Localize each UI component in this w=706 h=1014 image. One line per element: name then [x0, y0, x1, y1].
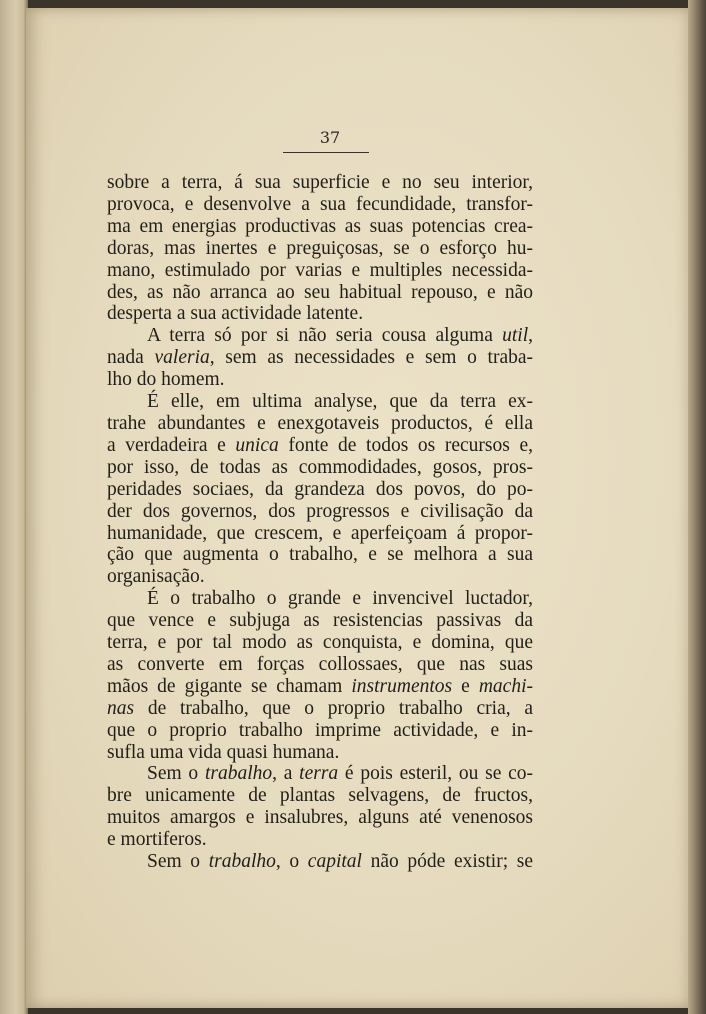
text-line — [107, 610, 533, 632]
text-line — [107, 501, 533, 523]
italic-text: unica — [235, 434, 279, 456]
italic-text: util — [502, 325, 529, 347]
page-number: 37 — [319, 128, 341, 147]
text-run: A terra só por si não seria cousa alguma — [147, 325, 503, 347]
text-run: , — [528, 325, 533, 347]
text-run: organisação. — [107, 566, 205, 588]
text-line — [107, 369, 533, 391]
text-line — [107, 544, 533, 566]
text-run: e mortiferos. — [107, 829, 207, 851]
text-run: humanidade, que crescem, e aperfeiçoam á propor- — [107, 522, 533, 544]
text-run: sobre a terra, á sua superficie e no seu interior, — [107, 172, 533, 193]
italic-text: nas — [107, 697, 135, 719]
text-run: fonte de todos os recursos e, — [278, 434, 533, 456]
text-run: que vence e subjuga as resistencias passivas da — [107, 610, 533, 632]
text-run: doras, mas inertes e preguiçosas, se o esforço hu- — [107, 237, 533, 259]
text-run: a verdadeira e — [107, 434, 236, 456]
text-line — [107, 785, 533, 807]
text-line — [107, 347, 533, 369]
text-line — [107, 523, 533, 545]
italic-text: valeria — [154, 347, 210, 369]
text-line — [107, 588, 533, 610]
text-run: trahe abundantes e enexgotaveis productos, é ella — [107, 412, 533, 434]
text-line — [107, 698, 533, 720]
text-run: É elle, em ultima analyse, que da terra ex- — [147, 391, 533, 413]
text-line — [107, 566, 533, 588]
text-line — [107, 391, 533, 413]
text-line — [107, 325, 533, 347]
text-run: sufla uma vida quasi humana. — [107, 741, 340, 763]
text-run: É o trabalho o grande e invencivel luctador, — [147, 588, 533, 610]
text-line — [107, 260, 533, 282]
text-run: não póde existir; se — [361, 851, 533, 873]
text-line — [107, 829, 533, 851]
text-run: , o — [275, 851, 308, 873]
text-run: lho do homem. — [107, 369, 225, 391]
text-run: des, as não arranca ao seu habitual repouso, e não — [107, 281, 533, 303]
text-run: é pois esteril, ou se co- — [338, 763, 534, 785]
text-line — [107, 238, 533, 260]
text-line — [107, 413, 533, 435]
text-run: que o proprio trabalho imprime actividade, e in- — [107, 719, 533, 741]
text-line — [107, 807, 533, 829]
text-run: por isso, de todas as commodidades, gosos, pros- — [107, 456, 533, 478]
left-page-edge — [0, 0, 28, 1014]
italic-text: machi- — [478, 675, 533, 697]
text-line — [107, 742, 533, 764]
text-run: ção que augmenta o trabalho, e se melhora a sua — [107, 544, 533, 566]
text-run: , a — [272, 763, 300, 785]
text-run: as converte em forças collossaes, que nas suas — [107, 653, 533, 675]
text-run: Sem o — [147, 763, 205, 785]
text-line — [107, 763, 533, 785]
text-line — [107, 282, 533, 304]
text-run: mãos de gigante se chamam — [107, 675, 352, 697]
text-run: muitos amargos e insalubres, alguns até venenosos — [107, 807, 533, 829]
text-line — [107, 216, 533, 238]
text-run: Sem o — [147, 851, 209, 873]
text-line — [107, 632, 533, 654]
text-run: de trabalho, que o proprio trabalho cria, a — [134, 697, 533, 719]
text-line — [107, 457, 533, 479]
text-line — [107, 479, 533, 501]
text-run: peridades sociaes, da grandeza dos povos, do po- — [107, 478, 533, 500]
italic-text: trabalho — [204, 763, 273, 785]
text-line — [107, 303, 533, 325]
text-line — [107, 654, 533, 676]
text-run: der dos governos, dos progressos e civilisação da — [107, 500, 533, 522]
text-line — [107, 676, 533, 698]
italic-text: capital — [307, 851, 362, 873]
text-run: e — [452, 675, 479, 697]
italic-text: terra — [299, 763, 339, 785]
text-run: ma em energias productivas as suas potencias crea- — [107, 215, 533, 237]
text-line — [107, 720, 533, 742]
text-line — [107, 172, 533, 194]
text-run: , sem as necessidades e sem o traba- — [209, 347, 533, 369]
header-rule — [283, 152, 369, 153]
text-run: nada — [107, 347, 155, 369]
text-run: bre unicamente de plantas selvagens, de fructos, — [107, 785, 533, 807]
italic-text: instrumentos — [351, 675, 453, 697]
right-page-edge — [688, 0, 706, 1014]
text-run: desperta a sua actividade latente. — [107, 303, 364, 325]
text-line — [107, 851, 533, 873]
text-line — [107, 435, 533, 457]
text-run: terra, e por tal modo as conquista, e domina, que — [107, 632, 533, 654]
body-text — [107, 172, 533, 873]
text-line — [107, 194, 533, 216]
italic-text: trabalho — [208, 851, 276, 873]
text-run: provoca, e desenvolve a sua fecundidade, transfor- — [107, 193, 533, 215]
text-run: mano, estimulado por varias e multiples necessida- — [107, 259, 533, 281]
